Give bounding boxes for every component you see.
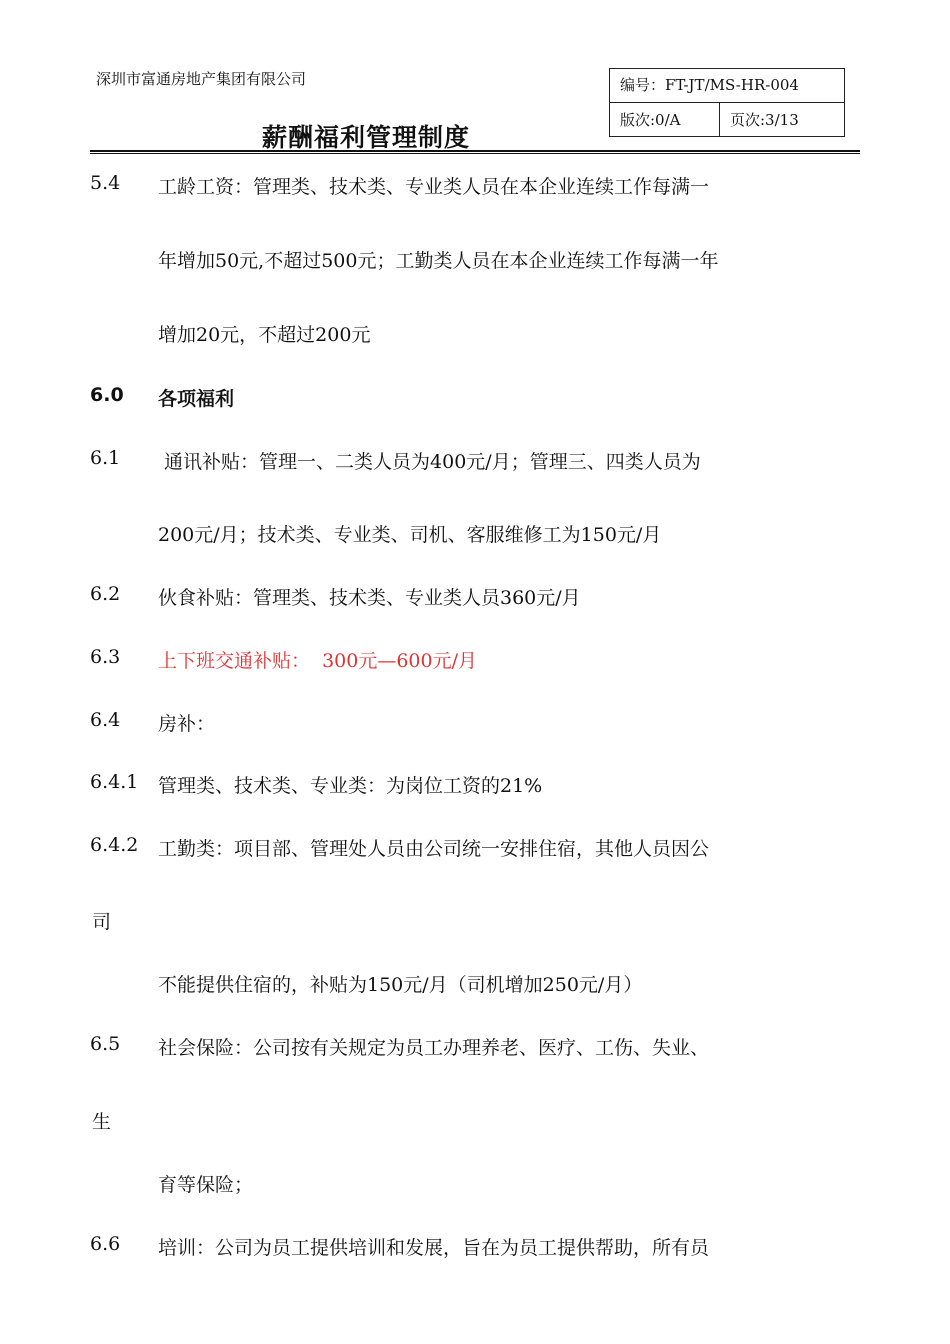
section-number: 5.4 — [90, 172, 121, 194]
section-text: 工勤类：项目部、管理处人员由公司统一安排住宿，其他人员因公 — [158, 838, 710, 860]
section-6-5-line3: 育等保险； — [158, 1174, 254, 1196]
section-5-4-line3: 增加20元，不超过200元 — [158, 324, 371, 346]
version-cell — [610, 103, 720, 137]
section-text: 社会保险：公司按有关规定为员工办理养老、医疗、工伤、失业、 — [158, 1037, 710, 1059]
section-text: 管理类、技术类、专业类：为岗位工资的21% — [158, 775, 543, 797]
section-text: 伙食补贴：管理类、技术类、专业类人员360元/月 — [158, 587, 581, 609]
doc-code: 编号：FT-JT/MS-HR-004 — [620, 76, 799, 94]
section-number: 6.0 — [90, 384, 124, 406]
section-number: 6.4 — [90, 709, 121, 731]
section-number: 6.4.2 — [90, 834, 139, 856]
section-number: 6.4.1 — [90, 771, 139, 793]
page-number: 页次:3/13 — [730, 111, 799, 129]
section-number: 6.1 — [90, 447, 121, 469]
doc-code-cell — [610, 69, 844, 103]
highlighted-text: 上下班交通补贴： 300元—600元/月 — [158, 650, 478, 672]
section-6-4-2-line3: 不能提供住宿的，补贴为150元/月（司机增加250元/月） — [158, 974, 643, 996]
section-6-1-line2: 200元/月；技术类、专业类、司机、客服维修工为150元/月 — [158, 524, 662, 546]
company-name: 深圳市富通房地产集团有限公司 — [96, 70, 307, 88]
section-text: 通讯补贴：管理一、二类人员为400元/月；管理三、四类人员为 — [158, 451, 701, 473]
document-title: 薪酬福利管理制度 — [262, 123, 471, 152]
section-number: 6.6 — [90, 1233, 121, 1255]
section-text: 工龄工资：管理类、技术类、专业类人员在本企业连续工作每满一 — [158, 176, 710, 198]
section-text: 房补： — [158, 713, 216, 735]
section-number: 6.5 — [90, 1033, 121, 1055]
section-5-4-line2: 年增加50元,不超过500元；工勤类人员在本企业连续工作每满一年 — [158, 250, 719, 272]
section-heading: 各项福利 — [158, 388, 235, 410]
document-info-box — [609, 68, 845, 137]
header-rule-thin — [90, 153, 860, 154]
version: 版次:0/A — [620, 111, 681, 129]
section-number: 6.2 — [90, 583, 121, 605]
section-number: 6.3 — [90, 646, 121, 668]
section-text: 培训：公司为员工提供培训和发展，旨在为员工提供帮助，所有员 — [158, 1237, 710, 1259]
header-rule — [90, 150, 860, 152]
section-6-4-2-line2: 司 — [92, 911, 112, 933]
section-6-5-line2: 生 — [92, 1111, 112, 1133]
page-cell — [720, 103, 846, 137]
